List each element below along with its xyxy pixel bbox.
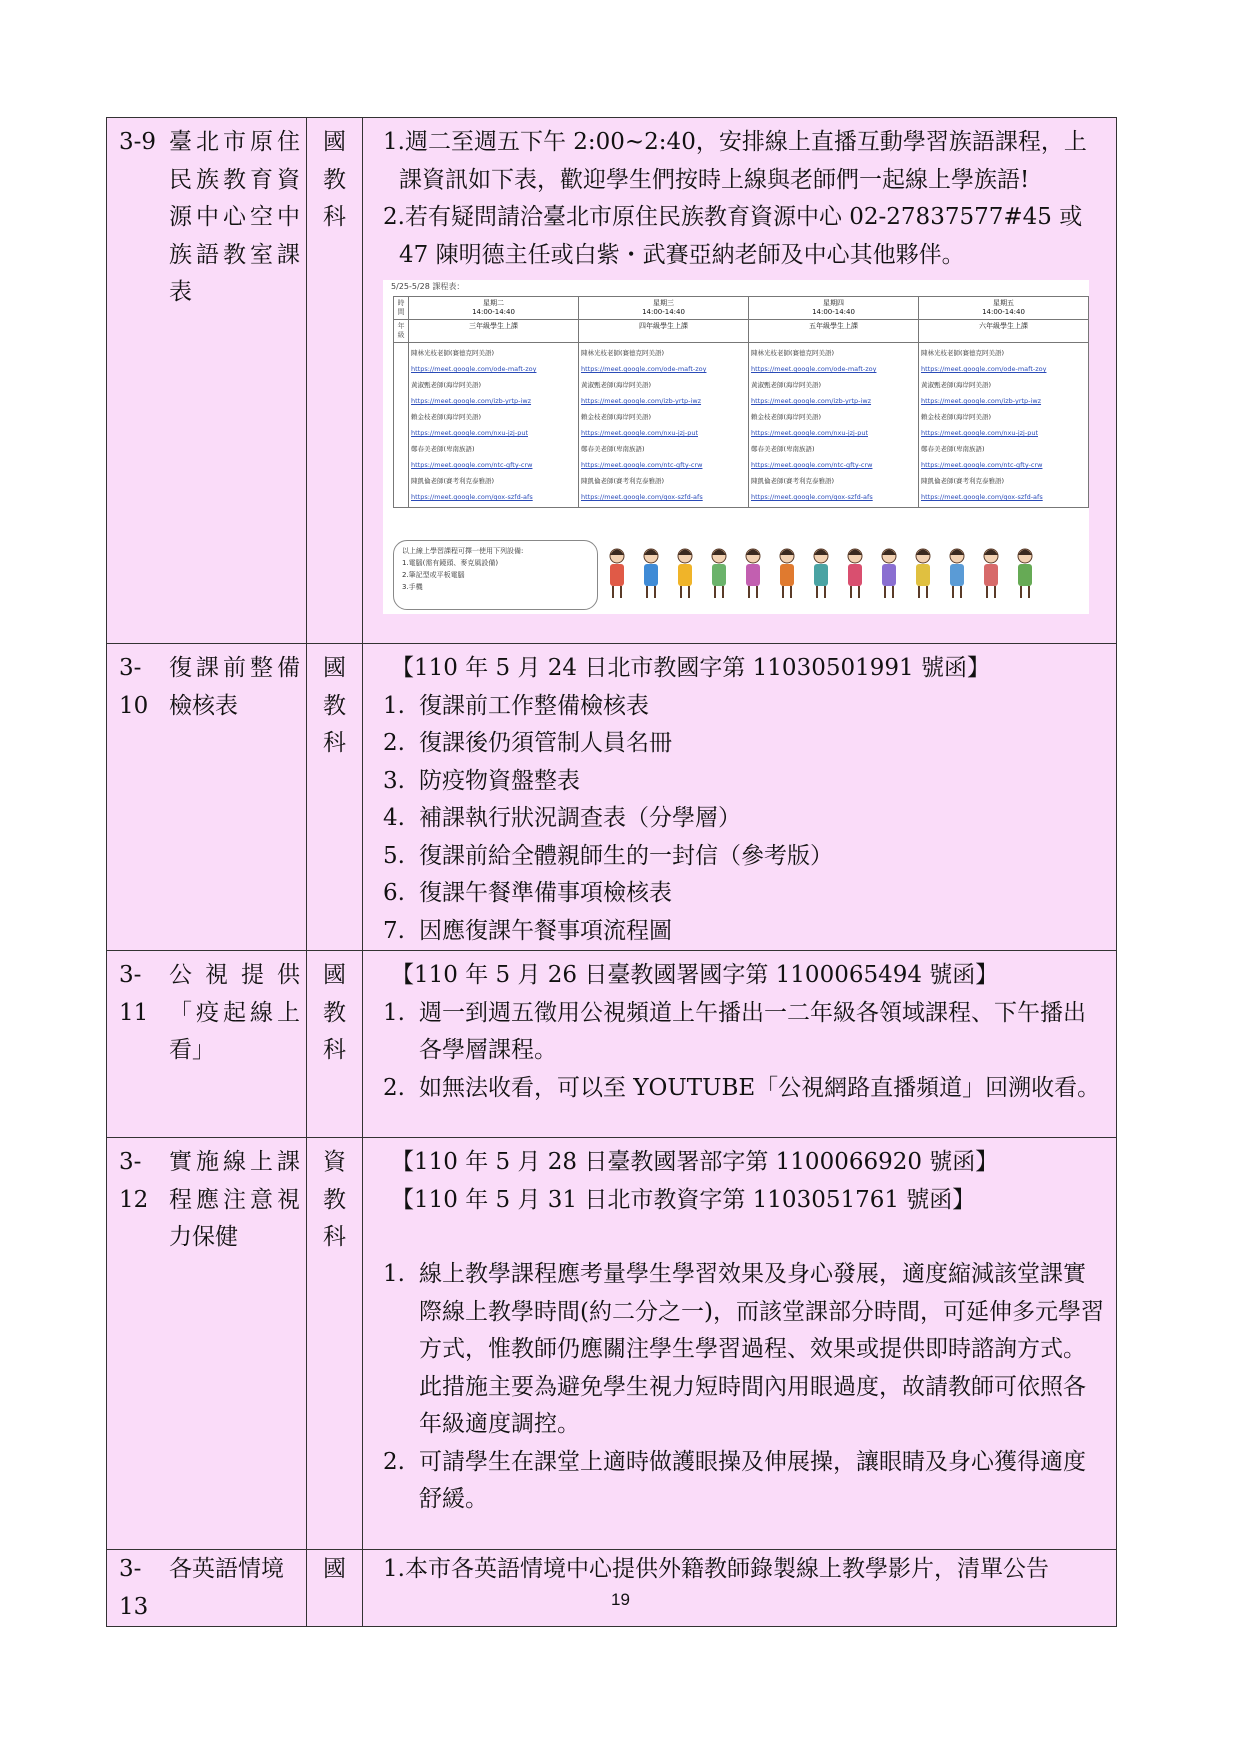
teacher-name: 賴金枝老師(海岸阿美語) (921, 413, 992, 421)
item-title-cell (107, 951, 307, 1138)
content-paragraph: 2.若有疑問請洽臺北市原住民族教育資源中心 02-27837577#45 或 47 陳明德主任或白紫・武賽亞納老師及中心其他夥伴。 (383, 204, 1083, 268)
schedule-day-cell (409, 343, 579, 508)
unit-char: 科 (323, 730, 346, 756)
item-title-line: 檢核表 (169, 692, 238, 719)
list-item: 7. 因應復課午餐事項流程圖 (383, 917, 672, 944)
table-row (107, 644, 1117, 951)
meet-link[interactable]: https://meet.google.com/qox-szfd-afs (751, 493, 873, 501)
content-cell (363, 644, 1117, 951)
day-header (579, 297, 749, 320)
child-figure (610, 549, 624, 598)
list-item: 1. 週一到週五徵用公視頻道上午播出一二年級各領域課程、下午播出各學層課程。 (383, 999, 1086, 1063)
meet-link[interactable]: https://meet.google.com/qox-szfd-afs (581, 493, 703, 501)
item-title-line: 源中心空中 (169, 204, 300, 230)
day-header (409, 297, 579, 320)
meet-link[interactable]: https://meet.google.com/izb-yrtp-iwz (411, 397, 532, 405)
numbered-list (383, 995, 1104, 1108)
day-header (749, 297, 919, 320)
unit-cell (307, 1550, 363, 1627)
child-figure (916, 549, 930, 598)
item-title-line: 「疫起線上 (169, 999, 300, 1026)
child-figure (746, 549, 760, 598)
list-item: 3. 防疫物資盤整表 (383, 767, 580, 794)
document-reference: 【110 年 5 月 31 日北市教資字第 1103051761 號函】 (391, 1186, 976, 1213)
day-label: 星期三 (653, 299, 674, 307)
day-label: 星期二 (483, 299, 504, 307)
child-figure (882, 549, 896, 598)
item-title-line: 復課前整備 (169, 655, 300, 681)
meet-link[interactable]: https://meet.google.com/ntc-gfty-crw (921, 461, 1043, 469)
unit-char: 科 (323, 204, 346, 230)
teacher-name: 陳凱倫老師(賽考利克泰雅語) (411, 477, 495, 485)
unit-cell (307, 1138, 363, 1550)
list-item: 2. 可請學生在課堂上適時做護眼操及伸展操，讓眼睛及身心獲得適度舒緩。 (383, 1448, 1086, 1512)
teacher-name: 黃淑甄老師(海岸阿美語) (751, 381, 822, 389)
teacher-name: 賴金枝老師(海岸阿美語) (751, 413, 822, 421)
list-item: 4. 補課執行狀況調查表（分學層） (383, 805, 741, 831)
item-title-line: 族語教室課 (169, 241, 300, 268)
content-paragraph: 1.週二至週五下午 2:00~2:40，安排線上直播互動學習族語課程，上課資訊如下表，歡迎學生們按時上線與老師們一起線上學族語! (383, 129, 1087, 193)
item-title-line: 力保健 (169, 1224, 238, 1250)
item-title-cell (107, 1138, 307, 1550)
item-title-line: 程應注意視 (169, 1186, 300, 1213)
unit-char: 教 (323, 1186, 346, 1213)
unit-char: 國 (323, 962, 346, 988)
schedule-image (383, 280, 1089, 614)
teacher-name: 賴金枝老師(海岸阿美語) (581, 413, 652, 421)
teacher-name: 陳林光枝老師(賽德克阿美語) (411, 349, 495, 357)
child-figure (678, 549, 692, 598)
list-item: 5. 復課前給全體親師生的一封信（參考版） (383, 842, 833, 869)
time-label: 14:00-14:40 (472, 308, 515, 316)
item-title-line: 實施線上課 (169, 1149, 300, 1175)
teacher-name: 鄭春美老師(卑南族語) (751, 445, 815, 453)
content-paragraph: 1.本市各英語情境中心提供外籍教師錄製線上教學影片，清單公告 (383, 1556, 1049, 1582)
table-row (107, 1550, 1117, 1627)
teacher-name: 黃淑甄老師(海岸阿美語) (921, 381, 992, 389)
unit-cell (307, 644, 363, 951)
meet-link[interactable]: https://meet.google.com/nxu-jzj-put (921, 429, 1038, 437)
unit-char: 國 (323, 655, 346, 681)
teacher-name: 賴金枝老師(海岸阿美語) (411, 413, 482, 421)
teacher-name: 黃淑甄老師(海岸阿美語) (411, 381, 482, 389)
meet-link[interactable]: https://meet.google.com/qox-szfd-afs (411, 493, 533, 501)
teacher-name: 鄭春美老師(卑南族語) (921, 445, 985, 453)
item-number: 3-9 (119, 129, 157, 155)
meet-link[interactable]: https://meet.google.com/izb-yrtp-iwz (751, 397, 872, 405)
time-label: 14:00-14:40 (982, 308, 1025, 316)
unit-cell (307, 951, 363, 1138)
list-item: 1. 復課前工作整備檢核表 (383, 692, 649, 719)
meet-link[interactable]: https://meet.google.com/nxu-jzj-put (411, 429, 528, 437)
child-figure (950, 549, 964, 598)
meet-link[interactable]: https://meet.google.com/nxu-jzj-put (581, 429, 698, 437)
table-row (107, 1138, 1117, 1550)
document-reference: 【110 年 5 月 28 日臺教國署部字第 1100066920 號函】 (391, 1149, 999, 1175)
unit-char: 科 (323, 1037, 346, 1063)
grade-label: 四年級學生上課 (579, 320, 749, 343)
unit-char: 資 (323, 1149, 346, 1175)
meet-link[interactable]: https://meet.google.com/ode-maft-zoy (751, 365, 877, 373)
list-item: 6. 復課午餐準備事項檢核表 (383, 880, 672, 906)
content-cell (363, 1138, 1117, 1550)
item-title-line: 臺北市原住 (169, 129, 300, 155)
teacher-name: 陳凱倫老師(賽考利克泰雅語) (581, 477, 665, 485)
device-notes (393, 540, 598, 610)
numbered-list (383, 1256, 1104, 1519)
unit-char: 教 (323, 166, 346, 193)
item-number: 3-13 (119, 1556, 149, 1620)
content-cell (363, 951, 1117, 1138)
teacher-name: 鄭春美老師(卑南族語) (581, 445, 645, 453)
meet-link[interactable]: https://meet.google.com/ntc-gfty-crw (581, 461, 703, 469)
time-label: 14:00-14:40 (642, 308, 685, 316)
child-figure (984, 549, 998, 598)
item-title-cell (107, 118, 307, 644)
meet-link[interactable]: https://meet.google.com/qox-szfd-afs (921, 493, 1043, 501)
meet-link[interactable]: https://meet.google.com/izb-yrtp-iwz (921, 397, 1042, 405)
table-row (107, 951, 1117, 1138)
list-item: 2. 如無法收看，可以至 YOUTUBE「公視網路直播頻道」回溯收看。 (383, 1074, 1101, 1101)
list-item: 1. 線上教學課程應考量學生學習效果及身心發展，適度縮減該堂課實際線上教學時間(約二分之一)，而該堂課部分時間，可延伸多元學習方式，惟教師仍應關注學生學習過程、效果或提供即時諮詢方式。此措施主要為避免學生視力短時間內用眼過度，故請教師可依照各年級適度調控。 (383, 1261, 1104, 1437)
meet-link[interactable]: https://meet.google.com/ntc-gfty-crw (751, 461, 873, 469)
schedule-day-cell (749, 343, 919, 508)
meet-link[interactable]: https://meet.google.com/nxu-jzj-put (751, 429, 868, 437)
unit-char: 教 (323, 692, 346, 719)
item-title-line: 公視提供 (169, 962, 300, 988)
item-title-cell (107, 1550, 307, 1627)
child-figure (1018, 549, 1032, 598)
item-number: 3-12 (119, 1149, 149, 1213)
schedule-day-cell (579, 343, 749, 508)
unit-char: 國 (323, 129, 346, 155)
teacher-name: 陳林光枝老師(賽德克阿美語) (751, 349, 835, 357)
device-note: 3.手機 (402, 583, 423, 591)
item-number: 3-11 (119, 962, 149, 1026)
item-title-line: 表 (169, 279, 192, 305)
unit-cell (307, 118, 363, 644)
child-figure (712, 549, 726, 598)
device-note: 2.筆記型或平板電腦 (402, 571, 465, 579)
list-item: 2. 復課後仍須管制人員名冊 (383, 730, 672, 756)
teacher-name: 陳林光枝老師(賽德克阿美語) (921, 349, 1005, 357)
page-number: 19 (611, 1590, 630, 1609)
row-header: 年級 (394, 320, 409, 343)
item-title-cell (107, 644, 307, 951)
teacher-name: 陳凱倫老師(賽考利克泰雅語) (751, 477, 835, 485)
schedule-table (393, 296, 1089, 508)
document-reference: 【110 年 5 月 24 日北市教國字第 11030501991 號函】 (391, 655, 990, 681)
grade-label: 三年級學生上課 (409, 320, 579, 343)
teacher-name: 鄭春美老師(卑南族語) (411, 445, 475, 453)
unit-char: 教 (323, 999, 346, 1026)
row-header: 時間 (394, 297, 409, 320)
child-figure (780, 549, 794, 598)
teacher-name: 黃淑甄老師(海岸阿美語) (581, 381, 652, 389)
schedule-day-cell (919, 343, 1089, 508)
grade-label: 五年級學生上課 (749, 320, 919, 343)
content-cell (363, 118, 1117, 644)
child-figure (848, 549, 862, 598)
numbered-list (383, 688, 1104, 951)
meet-link[interactable]: https://meet.google.com/ode-maft-zoy (411, 365, 537, 373)
children-illustration (605, 542, 1085, 612)
announcement-table (106, 117, 1117, 1627)
device-note: 以上線上學習課程可擇一使用下列設備: (402, 547, 524, 555)
teacher-name: 陳林光枝老師(賽德克阿美語) (581, 349, 665, 357)
content-cell (363, 1550, 1117, 1627)
item-title-line: 各英語情境 (169, 1556, 284, 1582)
time-label: 14:00-14:40 (812, 308, 855, 316)
child-figure (644, 549, 658, 598)
device-note: 1.電腦(需有鏡頭、麥克風設備) (402, 559, 499, 567)
document-reference: 【110 年 5 月 26 日臺教國署國字第 1100065494 號函】 (391, 962, 999, 988)
teacher-name: 陳凱倫老師(賽考利克泰雅語) (921, 477, 1005, 485)
meet-link[interactable]: https://meet.google.com/ode-maft-zoy (581, 365, 707, 373)
grade-label: 六年級學生上課 (919, 320, 1089, 343)
item-number: 3-10 (119, 655, 149, 719)
day-label: 星期四 (823, 299, 844, 307)
unit-char: 科 (323, 1224, 346, 1250)
table-row (107, 118, 1117, 644)
day-header (919, 297, 1089, 320)
meet-link[interactable]: https://meet.google.com/ode-maft-zoy (921, 365, 1047, 373)
schedule-title: 5/25-5/28 課程表： (391, 282, 465, 291)
meet-link[interactable]: https://meet.google.com/ntc-gfty-crw (411, 461, 533, 469)
item-title-line: 看」 (169, 1037, 215, 1063)
child-figure (814, 549, 828, 598)
meet-link[interactable]: https://meet.google.com/izb-yrtp-iwz (581, 397, 702, 405)
item-title-line: 民族教育資 (169, 166, 300, 193)
unit-char: 國 (323, 1556, 346, 1582)
day-label: 星期五 (993, 299, 1014, 307)
